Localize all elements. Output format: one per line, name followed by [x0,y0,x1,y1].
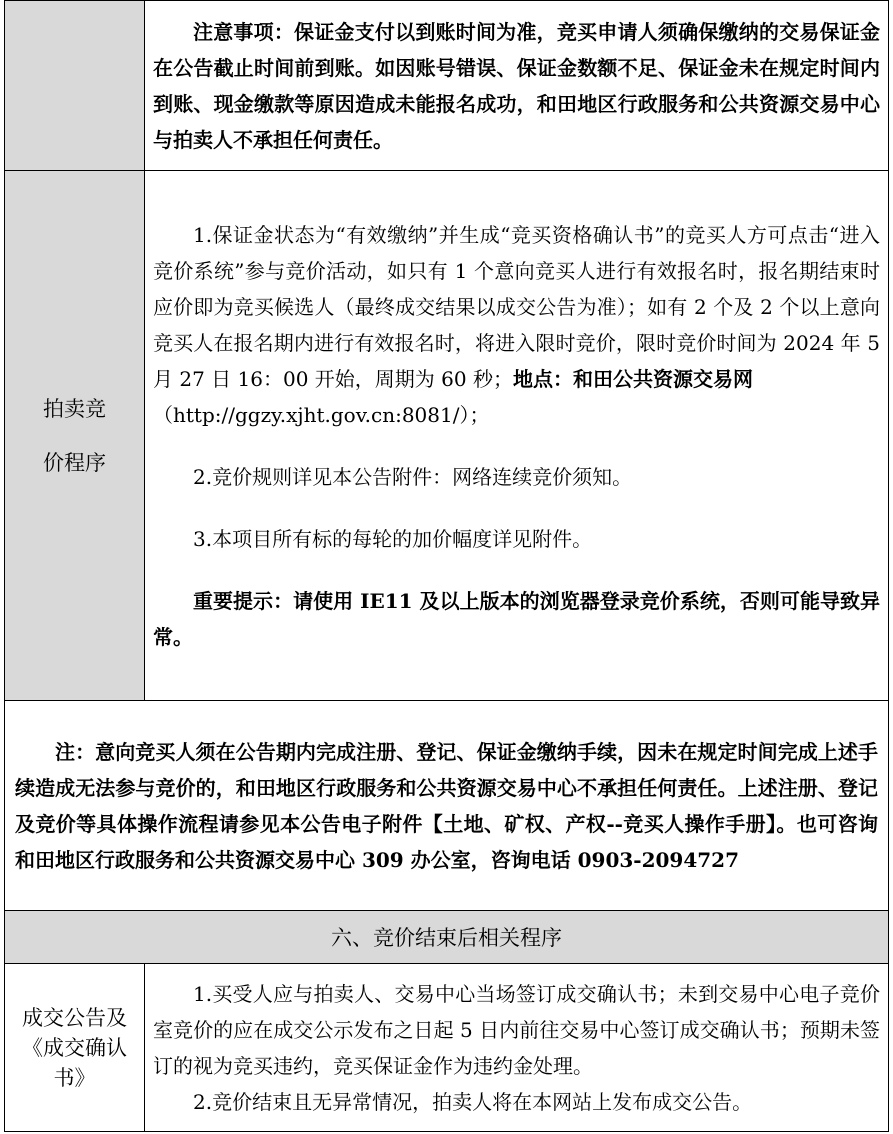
deal-notice-label-line3: 书》 [53,1065,96,1090]
auction-procedure-row [5,171,889,701]
deal-item-2: 2.竞价结束且无异常情况，拍卖人将在本网站上发布成交公告。 [193,1089,753,1114]
notice-row [5,1,889,171]
note-cell [5,701,889,911]
deal-notice-content-cell [145,964,889,1132]
procedure-url: （http://ggzy.xjht.gov.cn:8081/）； [153,402,490,427]
deal-notice-row [5,964,889,1132]
procedure-item-2: 2.竞价规则详见本公告附件：网络连续竞价须知。 [193,464,633,489]
note-text: 注：意向竞买人须在公告期内完成注册、登记、保证金缴纳手续，因未在规定时间完成上述手续造成无法参与竞价的，和田地区行政服务和公共资源交易中心不承担任何责任。上述注册、登记及竞价等具体操作流程请参见本公告电子附件【土地、矿权、产权--竞买人操作手册】。也可咨询和田地区行政服务和公共资源交易中心 309 办公室，咨询电话 0903-2094727 [15,739,878,872]
section-6-row [5,911,889,964]
auction-procedure-content-cell [145,171,889,701]
procedure-item-1-text: 1.保证金状态为“有效缴纳”并生成“竞买资格确认书”的竞买人方可点击“进入竞价系统”参与竞价活动，如只有 1 个意向竞买人进行有效报名时，报名期结束时应价即为竞买候选人（最终成交结果以成交公告为准）；如有 2 个及 2 个以上意向竞买人在报名期内进行有效报名时，将进入限时竞价，限时竞价时间为 2024 年 5 月 27 日 16：00 开始，周期为 60 秒； [153,222,880,391]
deal-notice-label-cell [5,964,145,1132]
auction-procedure-label-line2: 价程序 [43,450,106,475]
procedure-item-3: 3.本项目所有标的每轮的加价幅度详见附件。 [193,526,593,551]
notice-content-cell [145,1,889,171]
deal-notice-label-line2: 《成交确认 [22,1035,127,1060]
deal-notice-label-line1: 成交公告及 [22,1005,127,1030]
announcement-table [4,0,889,1132]
deal-item-1: 1.买受人应与拍卖人、交易中心当场签订成交确认书；未到交易中心电子竞价室竞价的应在成交公示发布之日起 5 日内前往交易中心签订成交确认书；预期未签订的视为竞买违约，竞买保证金作为违约金处理。 [153,981,880,1078]
section-6-title: 六、竞价结束后相关程序 [5,911,889,964]
procedure-item-1 [153,217,880,397]
note-row [5,701,889,911]
auction-procedure-label-line1: 拍卖竞 [43,396,106,421]
notice-label-cell [5,1,145,171]
important-tip: 重要提示：请使用 IE11 及以上版本的浏览器登录竞价系统，否则可能导致异常。 [153,588,880,649]
notice-text: 注意事项：保证金支付以到账时间为准，竞买申请人须确保缴纳的交易保证金在公告截止时间前到账。如因账号错误、保证金数额不足、保证金未在规定时间内到账、现金缴款等原因造成未能报名成功，和田地区行政服务和公共资源交易中心与拍卖人不承担任何责任。 [153,19,880,152]
procedure-location: 地点：和田公共资源交易网 [512,366,753,391]
auction-procedure-label-cell [5,171,145,701]
